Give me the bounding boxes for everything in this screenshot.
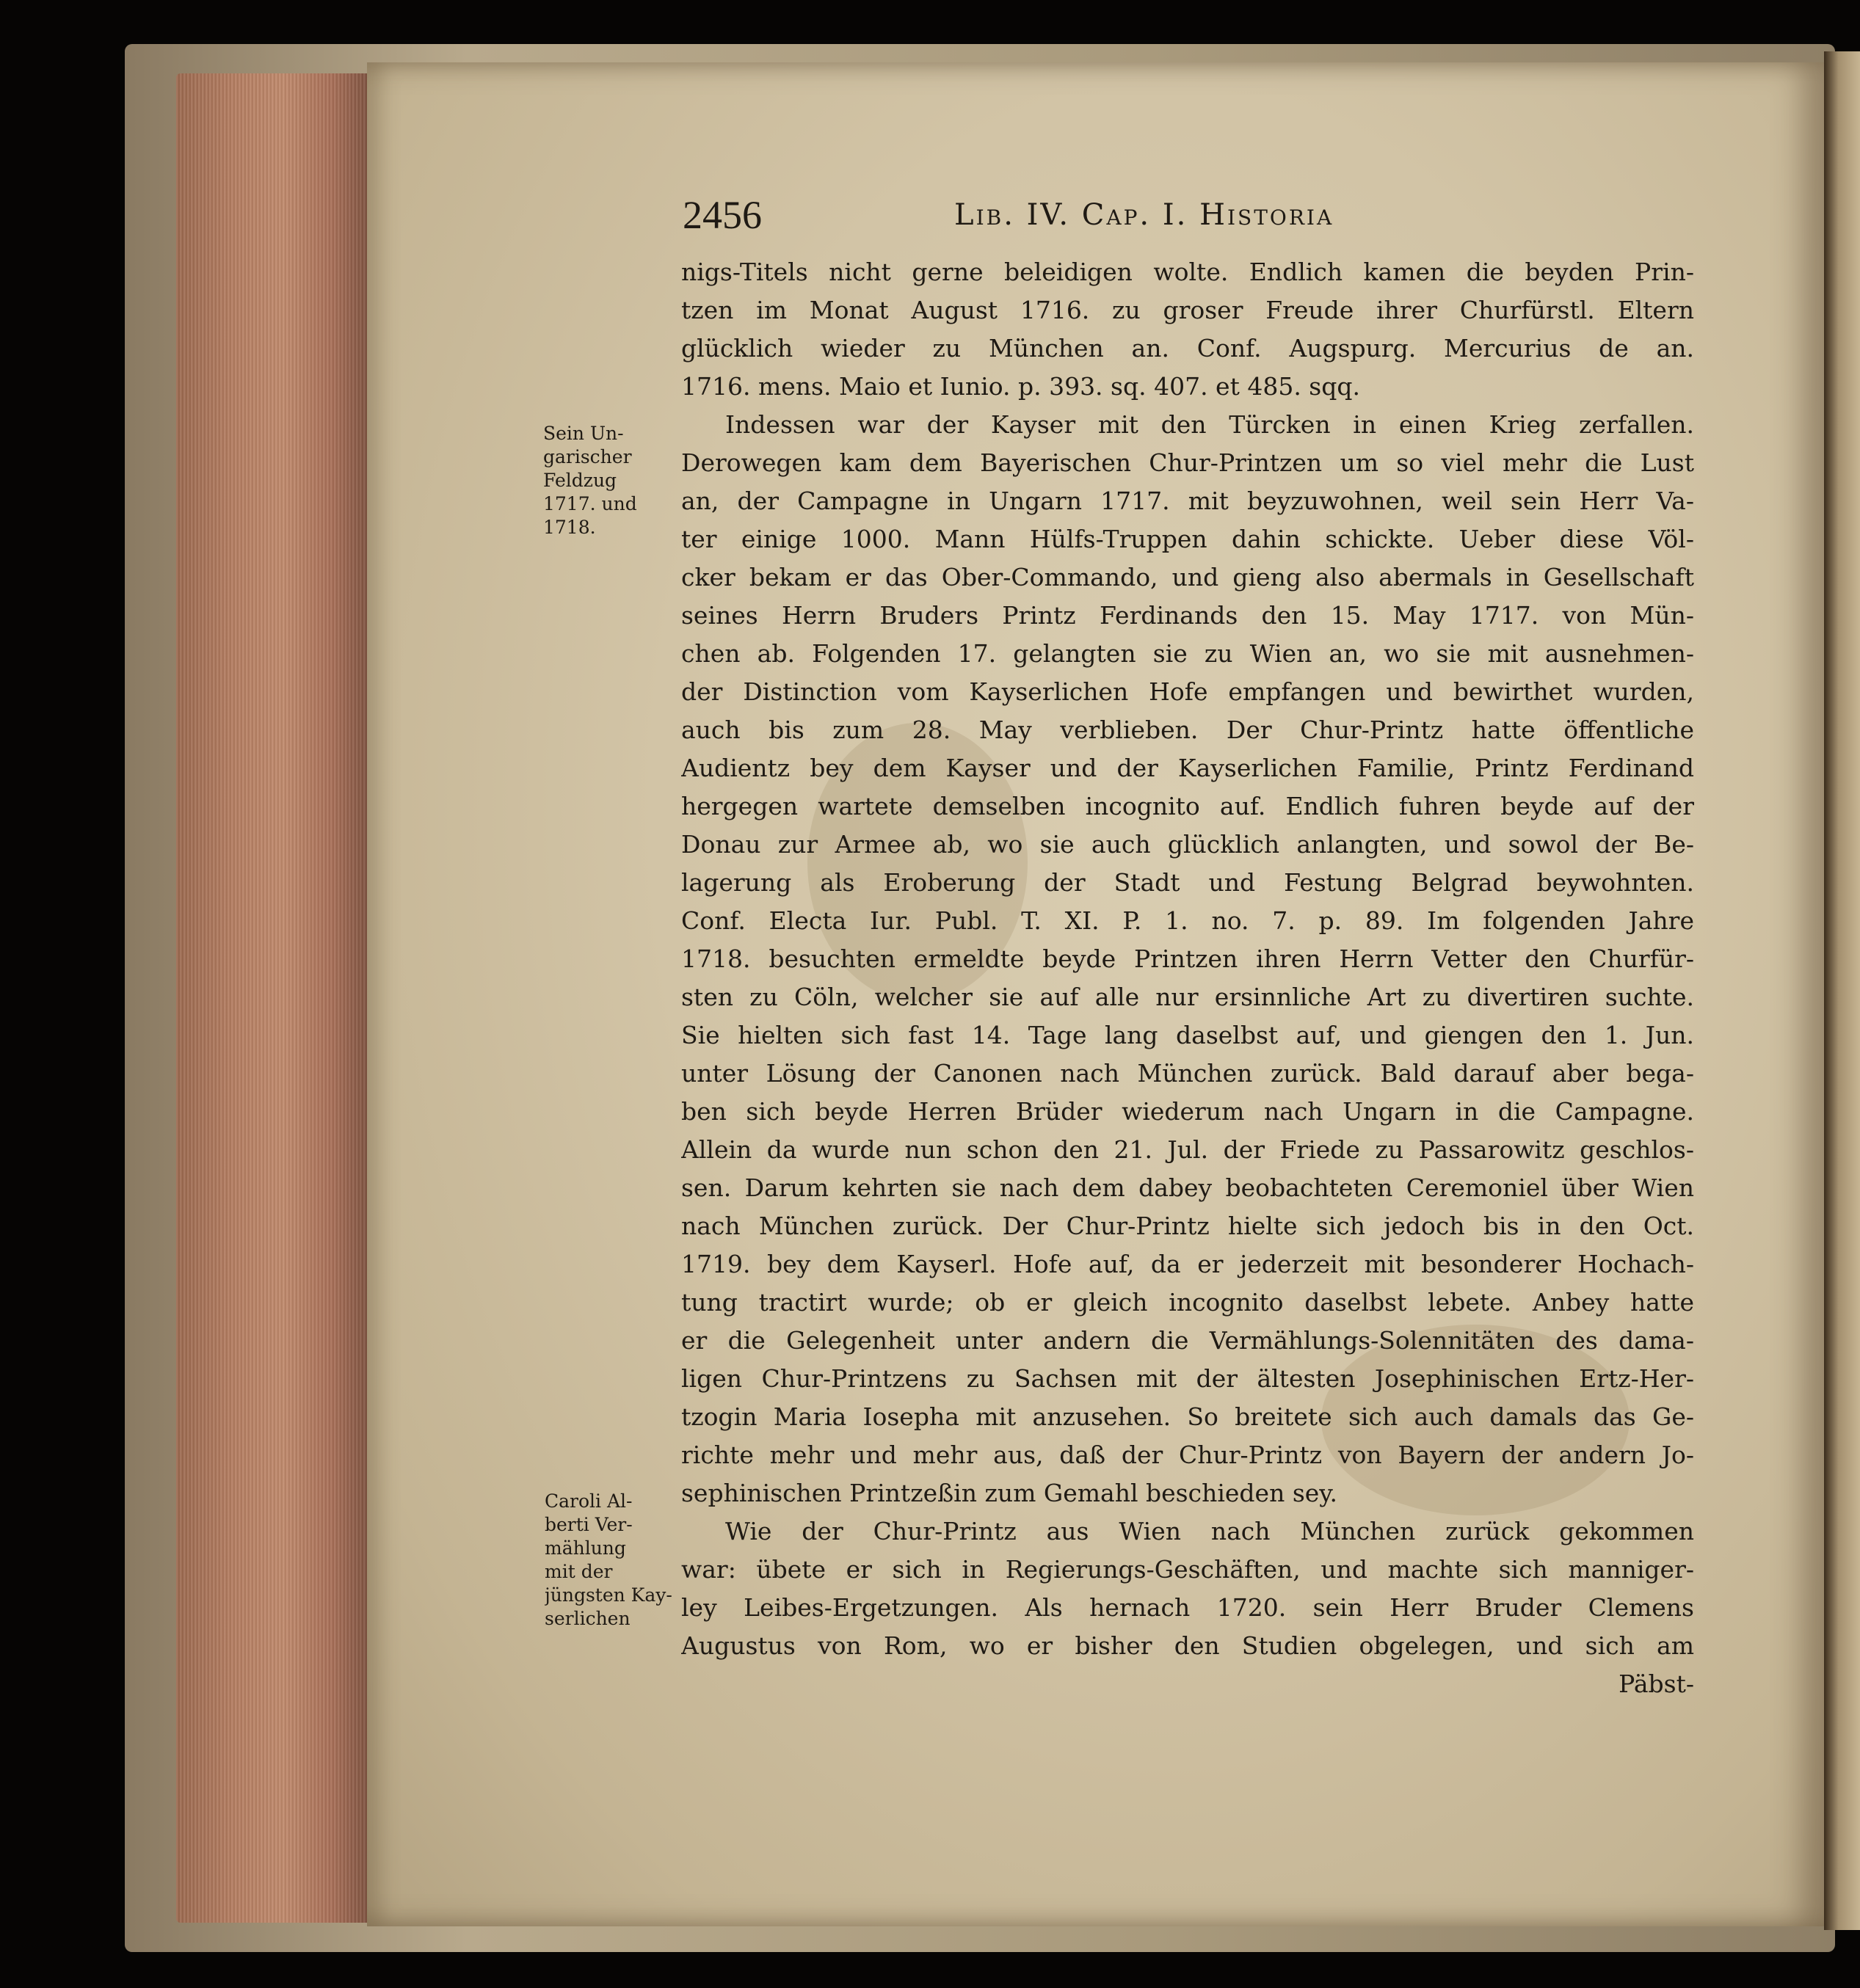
text-line: cker bekam er das Ober-Commando, und gieng also abermals in Gesellschaft <box>681 563 1694 591</box>
margin-note-line: 1717. und <box>543 493 637 514</box>
margin-note-line: serlichen <box>545 1608 631 1629</box>
text-line: sephinischen Printzeßin zum Gemahl beschieden sey. <box>681 1479 1338 1507</box>
body-text <box>681 253 1694 1703</box>
text-line: Wie der Chur-Printz aus Wien nach München zurück gekommen <box>725 1517 1694 1545</box>
running-head: Lib. IV. Cap. I. Historia <box>954 198 1334 232</box>
text-line: der Distinction vom Kayserlichen Hofe empfangen und bewirthet wurden, <box>681 677 1694 706</box>
margin-note-line: mählung <box>545 1537 626 1559</box>
text-line: ter einige 1000. Mann Hülfs-Truppen dahin schickte. Ueber diese Völ- <box>681 525 1694 553</box>
margin-note-line: Feldzug <box>543 470 617 491</box>
text-line: er die Gelegenheit unter andern die Vermählungs-Solennitäten des dama- <box>681 1326 1694 1355</box>
text-line: ben sich beyde Herren Brüder wiederum nach Ungarn in die Campagne. <box>681 1097 1694 1126</box>
margin-note <box>545 1490 673 1631</box>
text-line: Derowegen kam dem Bayerischen Chur-Printzen um so viel mehr die Lust <box>681 448 1694 477</box>
page-number: 2456 <box>683 193 762 237</box>
text-line: 1718. besuchten ermeldte beyde Printzen ihren Herrn Vetter den Churfür- <box>681 944 1694 973</box>
text-line: tzen im Monat August 1716. zu groser Freude ihrer Churfürstl. Eltern <box>681 296 1694 324</box>
text-line: 1719. bey dem Kayserl. Hofe auf, da er jederzeit mit besonderer Hochach- <box>681 1250 1694 1278</box>
text-line: auch bis zum 28. May verblieben. Der Chur-Printz hatte öffentliche <box>681 716 1694 744</box>
text-line: lagerung als Eroberung der Stadt und Festung Belgrad beywohnten. <box>681 868 1694 897</box>
text-line: an, der Campagne in Ungarn 1717. mit beyzuwohnen, weil sein Herr Va- <box>681 487 1694 515</box>
text-line: Sie hielten sich fast 14. Tage lang daselbst auf, und giengen den 1. Jun. <box>681 1021 1694 1049</box>
text-line: 1716. mens. Maio et Iunio. p. 393. sq. 407. et 485. sqq. <box>681 372 1360 401</box>
text-line: sen. Darum kehrten sie nach dem dabey beobachteten Ceremoniel über Wien <box>681 1173 1694 1202</box>
margin-note <box>543 422 672 539</box>
text-line: hergegen wartete demselben incognito auf. Endlich fuhren beyde auf der <box>681 792 1694 820</box>
text-line: Donau zur Armee ab, wo sie auch glücklich anlangten, und sowol der Be- <box>681 830 1694 859</box>
text-line: nigs-Titels nicht gerne beleidigen wolte. Endlich kamen die beyden Prin- <box>681 258 1694 286</box>
text-line: Conf. Electa Iur. Publ. T. XI. P. 1. no. 7. p. 89. Im folgenden Jahre <box>681 906 1694 935</box>
text-line: ley Leibes-Ergetzungen. Als hernach 1720. sein Herr Bruder Clemens <box>681 1593 1694 1622</box>
catchword: Päbst- <box>1619 1670 1694 1698</box>
text-line: Indessen war der Kayser mit den Türcken in einen Krieg zerfallen. <box>725 410 1694 439</box>
margin-note-line: garischer <box>543 446 632 467</box>
margin-note-line: jüngsten Kay- <box>545 1584 672 1606</box>
text-line: chen ab. Folgenden 17. gelangten sie zu Wien an, wo sie mit ausnehmen- <box>681 639 1694 668</box>
margin-note-line: Caroli Al- <box>545 1490 633 1512</box>
text-line: seines Herrn Bruders Printz Ferdinands den 15. May 1717. von Mün- <box>681 601 1694 630</box>
text-line: war: übete er sich in Regierungs-Geschäften, und machte sich manniger- <box>681 1555 1694 1584</box>
text-line: Augustus von Rom, wo er bisher den Studien obgelegen, und sich am <box>681 1631 1694 1660</box>
text-line: ligen Chur-Printzens zu Sachsen mit der ältesten Josephinischen Ertz-Her- <box>681 1364 1694 1393</box>
margin-note-line: Sein Un- <box>543 423 624 444</box>
text-line: tung tractirt wurde; ob er gleich incognito daselbst lebete. Anbey hatte <box>681 1288 1694 1317</box>
margin-note-line: mit der <box>545 1561 613 1582</box>
text-line: tzogin Maria Iosepha mit anzusehen. So breitete sich auch damals das Ge- <box>681 1402 1694 1431</box>
text-line: sten zu Cöln, welcher sie auf alle nur ersinnliche Art zu divertiren suchte. <box>681 983 1694 1011</box>
text-line: richte mehr und mehr aus, daß der Chur-Printz von Bayern der andern Jo- <box>681 1441 1694 1469</box>
text-line: Allein da wurde nun schon den 21. Jul. der Friede zu Passarowitz geschlos- <box>681 1135 1694 1164</box>
text-line: glücklich wieder zu München an. Conf. Augspurg. Mercurius de an. <box>681 334 1694 363</box>
text-line: unter Lösung der Canonen nach München zurück. Bald darauf aber bega- <box>681 1059 1694 1088</box>
text-line: nach München zurück. Der Chur-Printz hielte sich jedoch bis in den Oct. <box>681 1212 1694 1240</box>
margin-note-line: berti Ver- <box>545 1514 633 1535</box>
text-line: Audientz bey dem Kayser und der Kayserlichen Familie, Printz Ferdinand <box>681 754 1694 782</box>
margin-note-line: 1718. <box>543 517 596 538</box>
